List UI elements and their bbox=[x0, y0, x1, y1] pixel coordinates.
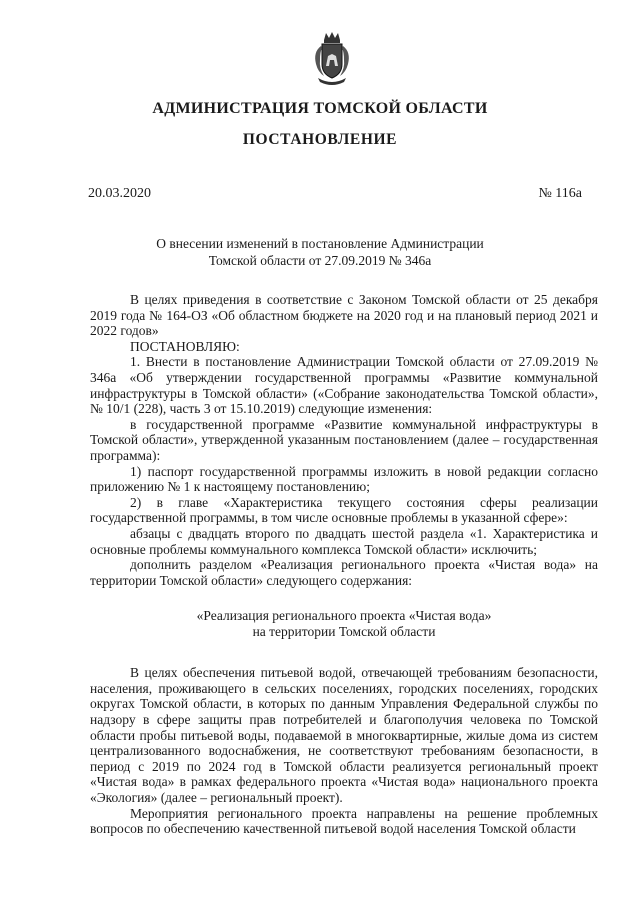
document-subject bbox=[0, 235, 640, 269]
section-title-line: «Реализация регионального проекта «Чистая вода» bbox=[196, 608, 492, 624]
section-title-line: на территории Томской области bbox=[252, 624, 436, 640]
body-paragraph: Мероприятия регионального проекта направлены на решение проблемных вопросов по обеспечению качественной питьевой водой населения Томской области bbox=[90, 805, 598, 837]
document-date: 20.03.2020 bbox=[88, 186, 151, 201]
body-paragraph: в государственной программе «Развитие коммунальной инфраструктуры в Томской области», утвержденной указанным постановлением (далее – государственная программа): bbox=[90, 416, 598, 463]
body-paragraph: дополнить разделом «Реализация регионального проекта «Чистая вода» на территории Томской области» следующего содержания: bbox=[90, 557, 598, 588]
document-type: ПОСТАНОВЛЕНИЕ bbox=[242, 131, 398, 148]
subject-line: Томской области от 27.09.2019 № 346а bbox=[208, 253, 432, 268]
body-paragraph: 2) в главе «Характеристика текущего состояния сферы реализации государственной программы, в том числе основные проблемы в указанной сфере»: bbox=[90, 494, 598, 526]
coat-of-arms-icon bbox=[310, 30, 354, 86]
document-number: № 116а bbox=[538, 186, 582, 201]
body-paragraph: 1) паспорт государственной программы изложить в новой редакции согласно приложению № 1 к настоящему постановлению; bbox=[90, 463, 598, 495]
body-paragraph: 1. Внести в постановление Администрации Томской области от 27.09.2019 № 346а «Об утверждении государственной программы «Развитие коммунальной инфраструктуры в Томской области» («Собрание законодательства Томской области», № 10/1 (228), часть 3 от 15.10.2019) следующие изменения: bbox=[90, 354, 598, 417]
organization-title: АДМИНИСТРАЦИЯ ТОМСКОЙ ОБЛАСТИ bbox=[152, 100, 488, 117]
subject-line: О внесении изменений в постановление Администрации bbox=[156, 236, 484, 251]
document-body bbox=[90, 292, 598, 837]
body-paragraph: В целях приведения в соответствие с Законом Томской области от 25 декабря 2019 года № 164-ОЗ «Об областном бюджете на 2020 год и на плановый период 2021 и 2022 годов» bbox=[90, 292, 598, 339]
section-title bbox=[90, 608, 598, 640]
body-paragraph: В целях обеспечения питьевой водой, отвечающей требованиям безопасности, населения, проживающего в сельских поселениях, городских поселениях, городских округах Томской области, в которых по данным Управления Федеральной службы по надзору в сфере защиты прав потребителей и благополучия человека по Томской области пробы питьевой воды, подаваемой в многоквартирные, жилые дома из систем централизованного водоснабжения, не соответствуют требованиям безопасности, в период с 2019 по 2024 год в Томской области реализуется региональный проект «Чистая вода» в рамках федерального проекта «Чистая вода» национального проекта «Экология» (далее – региональный проект). bbox=[90, 665, 598, 806]
body-paragraph: ПОСТАНОВЛЯЮ: bbox=[130, 338, 240, 354]
body-paragraph: абзацы с двадцать второго по двадцать шестой раздела «1. Характеристика и основные проблемы коммунального комплекса Томской области» исключить; bbox=[90, 525, 598, 557]
